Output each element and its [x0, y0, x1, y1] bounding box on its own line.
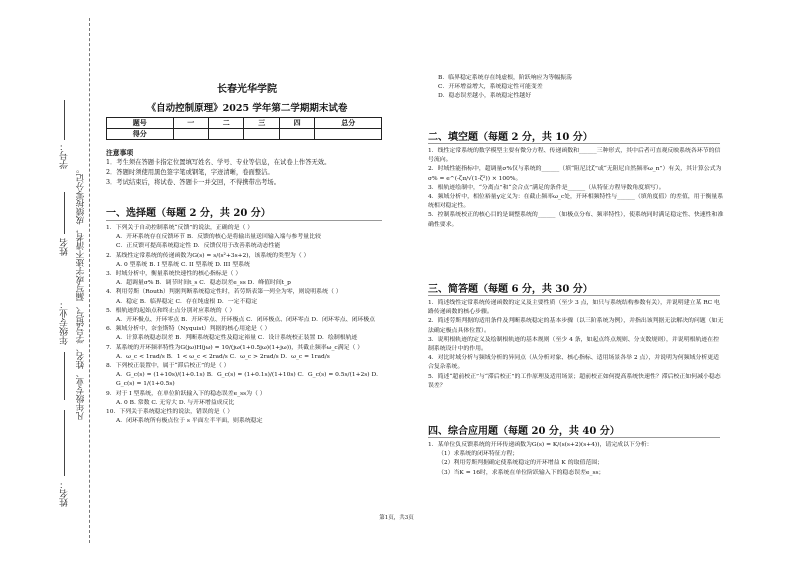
- question-text: 3．说明根轨迹的定义及绘制根轨迹的基本规则（至少 4 条，如起点终点规则、分支数规则），并说明根轨迹在控制系统设计中的作用。: [428, 336, 720, 353]
- section1-title: 一、选择题（每题 2 分，共 20 分）: [106, 208, 271, 219]
- option-text: A．稳定 B．临界稳定 C．存在纯虚根 D．一定不稳定: [116, 298, 258, 305]
- student-id-line: [64, 100, 65, 140]
- question-text: 2．简述劳斯判据的适用条件及判断系统稳定的基本步骤（以三阶系统为例），并指出该判据无法解决的问题（如无法确定极点具体位置）。: [428, 318, 724, 334]
- page-footer: 第1页，共3页: [379, 515, 414, 521]
- option-text: C．正反馈可提高系统稳定性 D．反馈仅用于改善系统动态性能: [116, 243, 281, 250]
- option-text: A．超调量σ% B．调节时间t_s C．稳态误差e_ss D．峰值时间t_p: [116, 280, 291, 287]
- notice-block: [106, 148, 388, 188]
- section4-questions: [428, 441, 724, 478]
- score-cell: 四: [279, 118, 314, 129]
- score-cell: 总分: [315, 118, 382, 129]
- score-table-header-row: [107, 118, 382, 129]
- option-text: B．临界稳定系统存在纯虚根，阶跃响应为等幅振荡: [438, 75, 572, 81]
- notice-title: 注意事项: [106, 149, 134, 157]
- question-text: 4．对比时域分析与频域分析的异同点（从分析对象、核心指标、适用场景各举 2 点），并说明为何频域分析更适合复杂系统。: [428, 355, 720, 371]
- section3-questions: [428, 299, 724, 391]
- section-rule: [106, 220, 382, 221]
- option-text: C．开环增益增大，系统稳定性可能变差: [438, 84, 543, 91]
- question-text: 5．简述“超前校正”与“滞后校正”的工作原理及适用场景；超前校正如何提高系统快速性？滞后校正如何减小稳态误差？: [428, 373, 721, 389]
- question-text: 6．频域分析中，奈奎斯特（Nyquist）判据的核心用途是（ ）: [106, 326, 271, 333]
- notice-item: 2．答题时须使用黑色签字笔或钢笔，字迹清晰，卷面整洁。: [106, 169, 274, 176]
- question-text: 3．时域分析中，衡量系统快速性的核心指标是（ ）: [106, 271, 242, 278]
- score-cell: [173, 129, 208, 140]
- score-cell: 三: [244, 118, 279, 129]
- score-cell: [279, 129, 314, 140]
- option-text: A．计算系统稳态误差 B．判断系统稳定性及稳定裕量 C．设计系统校正装置 D．绘制根轨迹: [116, 335, 358, 342]
- section2-title: 二、填空题（每题 2 分，共 10 分）: [428, 132, 593, 143]
- class-label: 年级专业：: [60, 300, 70, 345]
- score-cell: [244, 129, 279, 140]
- notice-item: 1．考生须在答题卡指定位置填写姓名、学号、专业等信息，在试卷上作答无效。: [106, 159, 331, 166]
- question-text: 4．频域分析中，相位裕量γ定义为：在截止频率ω_c处，开环相频特性与______（填角度值）的差值，用于衡量系统相对稳定性。: [428, 194, 724, 210]
- question-text: 5．控制系统校正的核心目的是调整系统的______（如极点分布、频率特性），使系统同时满足稳定性、快速性和准确性要求。: [428, 212, 724, 228]
- option-text: A．闭环系统所有极点位于 s 平面左半平面，则系统稳定: [116, 418, 263, 425]
- question-text: 2．某线性定常系统的传递函数为G(s) = s/(s²+3s+2)，该系统的类型为（ ）: [106, 252, 310, 259]
- section1-continued: [428, 74, 724, 102]
- option-text: A．G_c(s) = (1+10s)/(1+0.1s) B．G_c(s) = (1+0.1s)/(1+10s) C．G_c(s) = 0.5s/(1+2s) D．G_c(s) = 1/(1+0.5s): [116, 372, 383, 388]
- notice-item: 3．考试结束后，将试卷、答题卡一并交回，不得携带出考场。: [106, 179, 281, 186]
- binding-strip: [0, 0, 105, 561]
- question-text: 1．线性定常系统的数学模型主要有微分方程、传递函数和______三种形式，其中后者可直观反映系统各环节的信号流向。: [428, 148, 721, 164]
- question-text: 4．利用劳斯（Routh）判据判断系统稳定性时，若劳斯表第一列全为零，则说明系统（ ）: [106, 289, 342, 296]
- score-cell: [209, 129, 244, 140]
- question-text: 8．下列校正装置中，属于“滞后校正”的是（ ）: [106, 363, 230, 370]
- score-table-score-row: [107, 129, 382, 140]
- question-text: 2．时域性能指标中，超调量σ%仅与系统的______（填“阻尼比ζ”或“无阻尼自然频率ω_n”）有关，其计算公式为σ% = e^(-ζπ/√(1-ζ²)) × 100%。: [428, 166, 722, 182]
- section2-questions: [428, 147, 724, 230]
- option-text: A. 0 B. 常数 C. 无穷大 D. 与开环增益成反比: [116, 399, 235, 406]
- score-cell: 得分: [107, 129, 174, 140]
- name-label-bottom: 姓名：: [60, 480, 70, 507]
- name-label: 姓名: [60, 238, 70, 256]
- subquestion-text: （2）利用劳斯判据确定使系统稳定的开环增益 K 的取值范围；: [438, 460, 604, 467]
- question-text: 9．对于 I 型系统，在单位阶跃输入下的稳态误差e_ss为（ ）: [106, 390, 266, 397]
- option-text: A. 0 型系统 B. I 型系统 C. II 型系统 D. III 型系统: [116, 261, 250, 268]
- tear-line: [89, 18, 90, 543]
- score-cell: [315, 129, 382, 140]
- option-text: A．开环极点、开环零点 B．开环零点、开环极点 C．闭环极点、闭环零点 D．闭环零点、闭环极点: [116, 317, 376, 324]
- score-cell: 题号: [107, 118, 174, 129]
- option-text: D．稳态误差越小，系统稳定性越好: [438, 93, 532, 100]
- question-text: 1．下列关于自动控制系统“反馈”的说法，正确的是（ ）: [106, 225, 254, 231]
- question-text: 1．简述线性定常系统传递函数的定义及主要性质（至少 3 点，如只与系统结构参数有关），并说明建立某 RC 电路传递函数的核心步骤。: [428, 300, 720, 316]
- question-text: 5．根轨迹的起始点和终止点分别对应系统的（ ）: [106, 307, 236, 314]
- section-rule: [428, 437, 720, 438]
- subquestion-text: （1）求系统的闭环特征方程；: [438, 451, 519, 458]
- question-text: 10．下列关于系统稳定性的说法，错误的是（ ）: [106, 409, 234, 416]
- question-text: 1．某单位负反馈系统的开环传递函数为G(s) = K/(s(s+2)(s+4))，请完成以下分析：: [428, 442, 653, 448]
- section-rule: [428, 295, 720, 296]
- school-name: 长春光华学院: [217, 84, 277, 95]
- name-line: [64, 192, 65, 234]
- score-table: [106, 117, 382, 140]
- option-text: A．开环系统存在反馈环节 B．反馈的核心是将输出量送回输入端与参考量比较: [116, 234, 321, 241]
- warning-text: 凡年级专业、姓名、学号错写、漏写或字迹不清者，成绩按零分记。: [76, 165, 86, 420]
- question-text: 7．某系统的开环频率特性为G(jω)H(jω) = 10/(jω(1+0.5jω)(1+jω))，其截止频率ω_c满足（ ）: [106, 344, 364, 351]
- exam-title: 《自动控制原理》2025 学年第二学期期末试卷: [146, 103, 348, 114]
- class-line: [64, 352, 65, 400]
- section4-title: 四、综合应用题（每题 20 分，共 40 分）: [428, 426, 620, 437]
- section3-title: 三、简答题（每题 6 分，共 30 分）: [428, 284, 593, 295]
- student-id-label: 学号：: [60, 142, 70, 169]
- question-text: 3．根轨迹绘制中，“分离点”和“会合点”满足的条件是______（从特征方程导数角度填写）。: [428, 184, 665, 191]
- name-line-bottom: [64, 410, 65, 476]
- score-cell: 二: [209, 118, 244, 129]
- subquestion-text: （3）当K = 16时，求系统在单位阶跃输入下的稳态误差e_ss；: [438, 469, 605, 476]
- section-rule: [428, 143, 720, 144]
- section1-questions: [106, 224, 388, 426]
- score-cell: 一: [173, 118, 208, 129]
- option-text: A．ω_c < 1rad/s B．1 < ω_c < 2rad/s C．ω_c > 2rad/s D．ω_c = 1rad/s: [116, 353, 330, 360]
